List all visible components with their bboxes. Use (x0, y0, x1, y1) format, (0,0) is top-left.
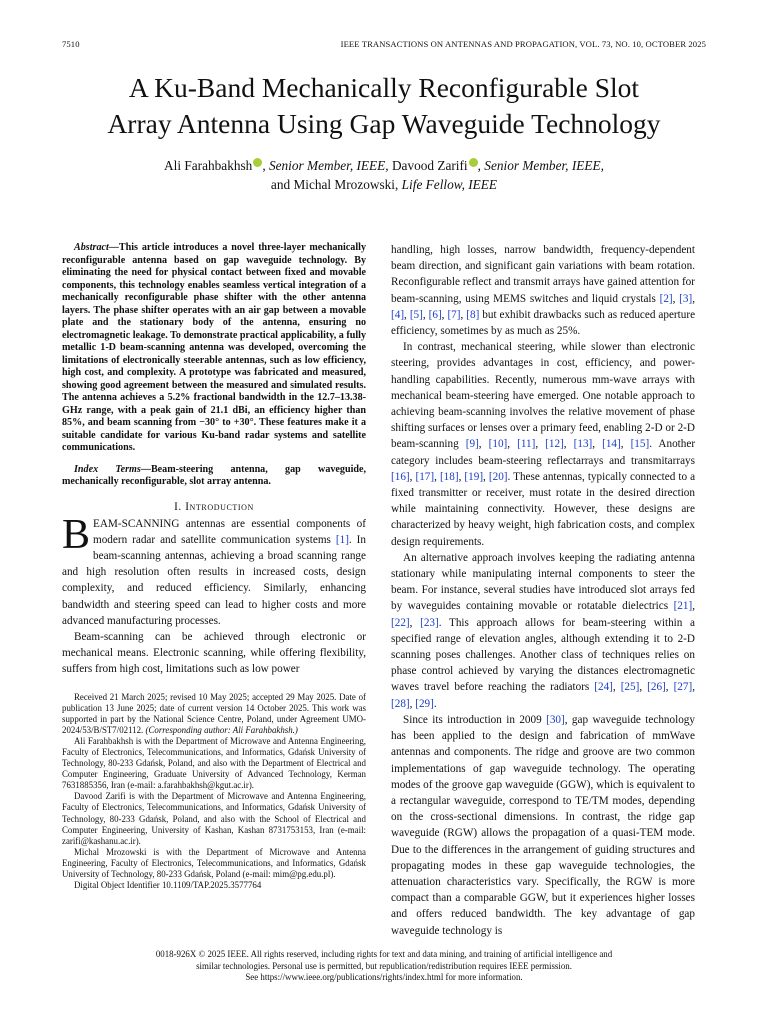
footnote-author-3: Michal Mrozowski is with the Department of Microwave and Antenna Engineering, Faculty of Electronics, Telecommunications, and Informatics, Gdańsk University of Technology, 80-233 Gdańsk, Poland (e-mail: mim@pg.edu.pl). (62, 846, 366, 880)
citation-link[interactable]: [5] (409, 308, 423, 321)
citation-link[interactable]: [13] (573, 438, 593, 451)
citation-link[interactable]: [22] (391, 616, 410, 629)
author-3-name: and Michal Mrozowski, (270, 177, 399, 192)
citation-link[interactable]: [19] (464, 470, 484, 483)
citation-link[interactable]: [30] (546, 713, 565, 726)
citation-link[interactable]: [28] (391, 697, 410, 710)
citation-link[interactable]: [2] (659, 292, 673, 305)
footnotes (62, 692, 366, 892)
page-number: 7510 (62, 39, 80, 49)
citation-link[interactable]: [4] (391, 308, 405, 321)
index-terms-text: Beam-steering antenna, gap waveguide, mechanically reconfigurable, slot array antenna. (62, 463, 366, 487)
intro-paragraph-2: Beam-scanning can be achieved through electronic or mechanical means. Electronic scanning, while offering flexibility, suffers from high cost, limitations such as low power (62, 630, 366, 676)
author-2-name: Davood Zarifi (391, 158, 468, 173)
drop-cap: B (62, 511, 91, 558)
citation-link[interactable]: [7] (447, 308, 461, 321)
intro-paragraph-1: BEAM-SCANNING antennas are essential components of modern radar and satellite communication systems [1]. In beam-scanning antennas, achieving a broad scanning range and high resolution often results in increased costs, design complexity, and reduced efficiency. Similarly, enhancing bandwidth and steering speed can lead to higher costs and more advanced manufacturing processes. (62, 511, 366, 627)
footnote-doi: Digital Object Identifier 10.1109/TAP.2025.3577764 (74, 880, 262, 891)
journal-header: IEEE TRANSACTIONS ON ANTENNAS AND PROPAGATION, VOL. 73, NO. 10, OCTOBER 2025 (340, 39, 706, 49)
citation-link[interactable]: [25] (620, 681, 640, 694)
author-block: Ali Farahbakhsh , Senior Member, IEEE, Davood Zarifi , Senior Member, IEEE, and Michal Mrozowski, Life Fellow, IEEE (164, 158, 604, 192)
citation-link[interactable]: [18] (439, 470, 459, 483)
author-1-name: Ali Farahbakhsh (164, 158, 253, 173)
citation-link[interactable]: [3] (679, 292, 693, 305)
index-terms-label: Index Terms— (74, 463, 151, 475)
citation-link[interactable]: [21] (673, 600, 693, 613)
citation-link[interactable]: [26] (647, 681, 666, 694)
citation-link[interactable]: [8] (466, 308, 480, 321)
citation-link[interactable]: [20] (488, 470, 508, 483)
copyright-notice: 0018-926X © 2025 IEEE. All rights reserved, including rights for text and data mining, and training of artificial intelligence and similar technologies. Personal use is permitted, but republication/redistribution requires IEEE permission. See https://www.ieee.org/publications/rights/index.html for more information. (155, 949, 613, 982)
citation-link[interactable]: [1] (335, 533, 349, 546)
paper-title (40, 70, 728, 142)
body-paragraph: handling, high losses, narrow bandwidth, frequency-dependent beam direction, and significant gain variations with beam rotation. Reconfigurable reflect and transmit arrays have gained attention for beam-scanning, using MEMS switches and liquid crystals [2], [3], [4], [5], [6], [7], [8] but exhibit drawbacks such as reduced aperture efficiency, sometimes by as much as 25%. (391, 244, 696, 338)
abstract-label: Abstract— (74, 242, 119, 253)
citation-link[interactable]: [9] (465, 438, 479, 451)
abstract-text: This article introduces a novel three-layer mechanically reconfigurable antenna based on gap waveguide technology. By eliminating the need for physical contact between fixed and movable components, this technology enables seamless vertical integration of a mechanically reconfigurable phase shifter with the other antenna layers. The phase shifter operates with an air gap between a movable plate and the stationary body of the antenna, ensuring no electromagnetic leakage. To demonstrate practical applicability, a fully metallic 1-D beam-scanning antenna was developed, overcoming the limitations of electronically steerable antennas, such as low efficiency, high cost, and complexity. A prototype was fabricated and measured, showing good agreement between the measured and simulated results. The antenna achieves a 5.2% fractional bandwidth in the 12.7–13.38-GHz range, with a peak gain of 21.1 dBi, an efficiency higher than 85%, and beam scanning from −30° to +30°. These features make it a suitable candidate for various Ku-band radar systems and satellite communications. (62, 242, 366, 453)
citation-link[interactable]: [10] (488, 438, 508, 451)
orcid-icon[interactable] (469, 158, 478, 167)
title-line-2: Array Antenna Using Gap Waveguide Technology (107, 108, 661, 139)
section-heading: I. Introduction (174, 500, 254, 513)
author-3-role: Life Fellow, IEEE (401, 177, 498, 192)
author-1-role: Senior Member, IEEE, (268, 158, 389, 173)
footnote-author-2: Davood Zarifi is with the Department of Microwave and Antenna Engineering, Faculty of Electronics, Telecommunications, and Informatics, Gdańsk University of Technology, 80-233 Gdańsk, Poland, and also with the School of Electrical and Computer Engineering, University of Kashan, Kashan 8731753153, Iran (e-mail: zarifi@kashanu.ac.ir). (62, 791, 366, 846)
abstract (62, 242, 366, 455)
citation-link[interactable]: [24] (594, 681, 613, 694)
title-line-1: A Ku-Band Mechanically Reconfigurable Slot (128, 72, 640, 103)
index-terms (62, 464, 366, 489)
citation-link[interactable]: [17] (415, 470, 435, 483)
body-paragraph: An alternative approach involves keeping the radiating antenna stationary while manipulating internal components to steer the beam. For instance, several studies have introduced slot arrays fed by waveguides containing movable or rotatable dielectrics [21], [22], [23]. This approach allows for beam-steering within a specified range of elevation angles, although extending it to 2-D scanning poses challenges. Another class of techniques relies on phase control achieved by varying the distances electromagnetic waves travel before reaching the radiators [24], [25], [26], [27], [28], [29]. (391, 551, 696, 710)
citation-link[interactable]: [12] (545, 438, 564, 451)
footnote-received: Received 21 March 2025; revised 10 May 2025; accepted 29 May 2025. Date of publication 13 June 2025; date of current version 14 October 2025. This work was supported in part by the National Science Centre, Poland, under Agreement UMO-2024/53/B/ST7/02112. (Corresponding author: Ali Farahbakhsh.) (62, 691, 366, 735)
citation-link[interactable]: [14] (602, 438, 621, 451)
citation-link[interactable]: [6] (428, 308, 442, 321)
citation-link[interactable]: [23] (420, 616, 439, 629)
citation-link[interactable]: [11] (517, 438, 536, 451)
citation-link[interactable]: [15] (630, 438, 650, 451)
right-column (391, 242, 695, 939)
body-paragraph: Since its introduction in 2009 [30], gap waveguide technology has been applied to the design and fabrication of mmWave antennas and components. The ridge and groove are two common implementations of gap waveguide technology. The operating modes of the groove gap waveguide (GGW), which is equivalent to a rectangular waveguide, correspond to TE/TM modes, depending on the cross-sectional dimensions. In contrast, the ridge gap waveguide (RGW) allows the propagation of a quasi-TEM mode. Due to the differences in the arrangement of guiding structures and propagating modes in these gap waveguide technologies, the attenuation characteristics vary. Specifically, the RGW is more compact than a comparable GGW, but it experiences higher losses and offers reduced bandwidth. The key advantage of gap waveguide technology is (391, 713, 695, 937)
orcid-icon[interactable] (253, 158, 262, 167)
citation-link[interactable]: [16] (391, 470, 410, 483)
body-paragraph: In contrast, mechanical steering, while slower than electronic steering, provides advantages in cost, efficiency, and power-handling capabilities. Recently, numerous mm-wave arrays with mechanical beam-steering have emerged. One notable approach to achieving beam-scanning involves the relative movement of phase shifting surfaces or lenses over a primary feed, enabling 2-D or 2-D beam-scanning [9], [10], [11], [12], [13], [14], [15]. Another category includes beam-steering reflectarrays and transmitarrays [16], [17], [18], [19], [20]. These antennas, typically connected to a fixed transmitter or receiver, must rotate in the desired direction while maintaining connectivity. However, these designs are characterized by heavy weight, high fabrication costs, and complex design requirements. (391, 341, 696, 548)
footnote-author-1: Ali Farahbakhsh is with the Department of Microwave and Antenna Engineering, Faculty of Electronics, Telecommunications, and Informatics, Gdańsk University of Technology, 80-233 Gdańsk, Poland, and also with the Department of Electrical and Computer Engineering, Graduate University of Advanced Technology, Kerman 7631885356, Iran (e-mail: a.farahbakhsh@kgut.ac.ir). (62, 735, 366, 791)
citation-link[interactable]: [27] (673, 681, 693, 694)
left-column (62, 242, 366, 891)
author-2-role: Senior Member, IEEE, (484, 158, 604, 173)
citation-link[interactable]: [29] (415, 697, 434, 710)
